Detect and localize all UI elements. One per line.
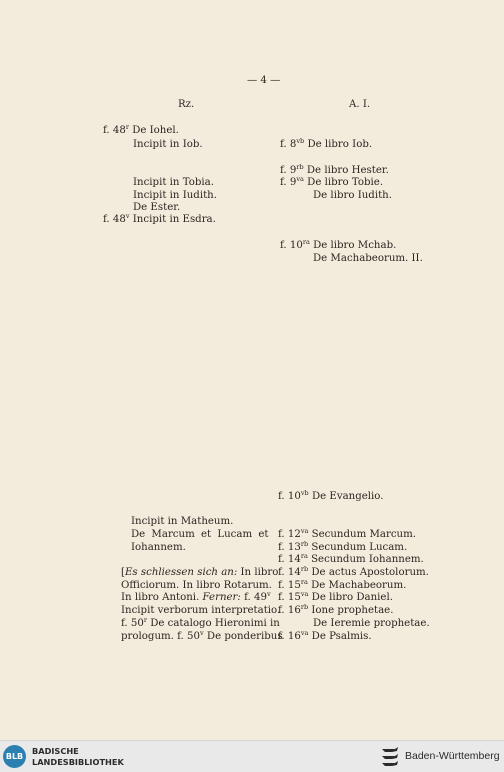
left-line-15: prologum. f. 50$^v$ De ponderibus xyxy=(121,629,283,642)
right-line-16: f. $16^{va}$ De Psalmis. xyxy=(278,629,372,642)
left-line-14: f. 50$^r$ De catalogo Hieronimi in xyxy=(121,616,280,629)
right-line-4: De libro Iudith. xyxy=(313,190,392,201)
header-left: Rz. xyxy=(178,99,195,110)
header-right: A. I. xyxy=(349,99,371,110)
left-line-3: Incipit in Tobia. xyxy=(133,177,214,188)
library-line-1: BADISCHE xyxy=(32,746,79,756)
page-number: — 4 — xyxy=(247,75,281,86)
state-name: Baden-Württemberg xyxy=(405,750,500,762)
right-line-15: De Ieremie prophetae. xyxy=(313,618,430,629)
right-line-6: De Machabeorum. II. xyxy=(313,253,423,264)
right-line-13: f. $15^{va}$ De libro Daniel. xyxy=(278,590,393,603)
three-lions-icon xyxy=(380,746,400,767)
left-line-5: De Ester. xyxy=(133,202,181,213)
left-line-11: Officiorum. In libro Rotarum. xyxy=(121,580,272,591)
left-line-4: Incipit in Iudith. xyxy=(133,190,217,201)
right-line-8: f. $12^{va}$ Secundum Marcum. xyxy=(278,527,417,540)
blb-logo[interactable]: BLB xyxy=(3,745,26,768)
right-line-12: f. $15^{ra}$ De Machabeorum. xyxy=(278,578,407,591)
right-line-14: f. $16^{rb}$ Ione prophetae. xyxy=(278,603,394,616)
library-name xyxy=(32,746,124,768)
left-line-1: f. 48$^r$ De Iohel. xyxy=(103,123,179,136)
right-line-5: f. $10^{ra}$ De libro Mchab. xyxy=(280,238,397,251)
left-line-6: f. 48$^v$ Incipit in Esdra. xyxy=(103,212,216,225)
left-line-2: Incipit in Iob. xyxy=(133,139,203,150)
left-line-8: De Marcum et Lucam et xyxy=(131,529,269,540)
right-line-11: f. $14^{rb}$ De actus Apostolorum. xyxy=(278,565,429,578)
right-line-7: f. $10^{vb}$ De Evangelio. xyxy=(278,489,384,502)
left-line-13: Incipit verborum interpretatio. xyxy=(121,605,281,616)
right-line-3: f. $9^{va}$ De libro Tobie. xyxy=(280,175,384,188)
right-line-2: f. $9^{rb}$ De libro Hester. xyxy=(280,163,389,176)
right-line-10: f. $14^{ra}$ Secundum Iohannem. xyxy=(278,552,424,565)
left-line-12: In libro Antoni. Ferner: f. 49$^v$ xyxy=(121,590,271,603)
right-line-1: f. $8^{vb}$ De libro Iob. xyxy=(280,137,373,150)
library-line-2: LANDESBIBLIOTHEK xyxy=(32,757,124,767)
left-line-9: Iohannem. xyxy=(131,542,186,553)
left-line-10: [Es schliessen sich an: In libro xyxy=(121,567,279,578)
left-line-7: Incipit in Matheum. xyxy=(131,516,234,527)
viewer-footer xyxy=(0,740,504,772)
right-line-9: f. $13^{rb}$ Secundum Lucam. xyxy=(278,540,408,553)
